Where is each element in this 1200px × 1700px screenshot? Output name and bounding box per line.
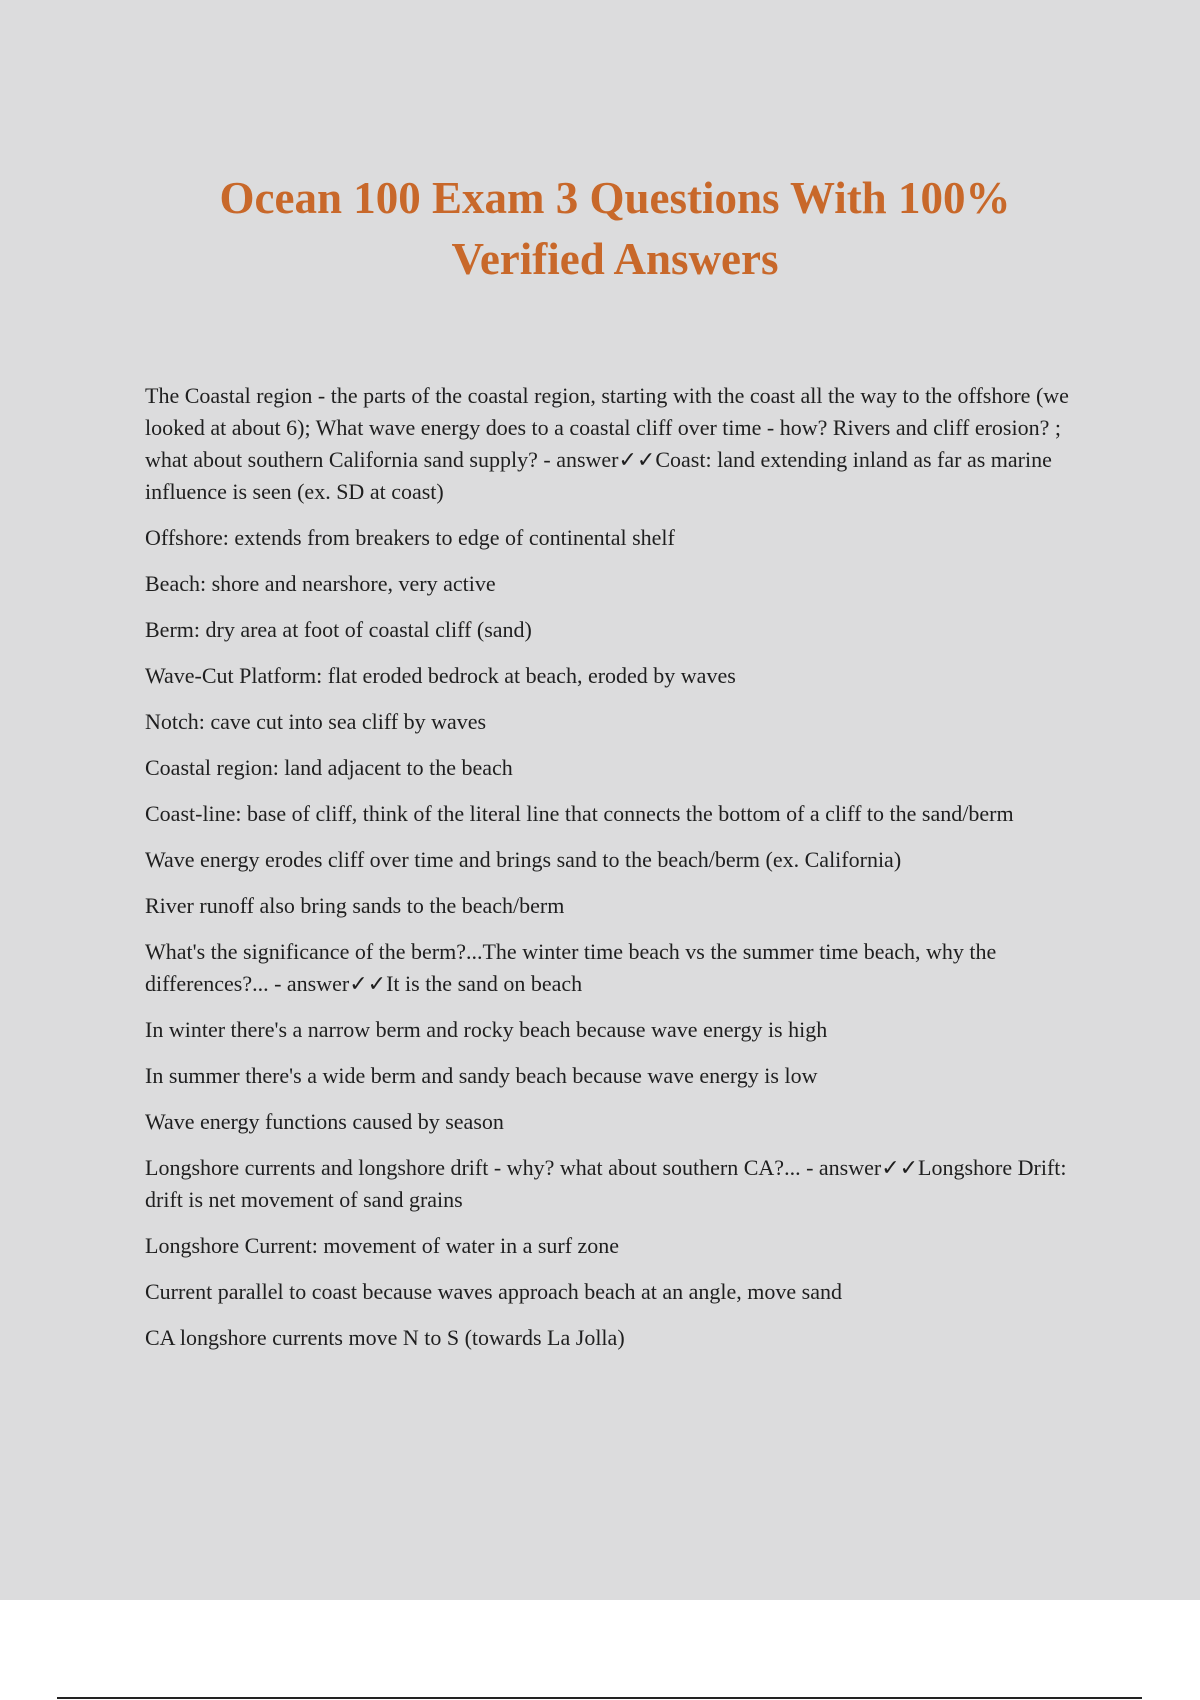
paragraph: Berm: dry area at foot of coastal cliff (sand) <box>145 617 532 642</box>
paragraph: What's the significance of the berm?...The winter time beach vs the summer time beach, why the differences?... - answer✓✓It is the sand on beach <box>145 939 997 996</box>
paragraph: Wave energy erodes cliff over time and brings sand to the beach/berm (ex. California) <box>145 847 902 872</box>
paragraph: In winter there's a narrow berm and rocky beach because wave energy is high <box>145 1017 828 1042</box>
paragraph: Notch: cave cut into sea cliff by waves <box>145 709 487 734</box>
paragraph: Beach: shore and nearshore, very active <box>145 571 496 596</box>
document-body <box>145 380 1090 1368</box>
paragraph: The Coastal region - the parts of the coastal region, starting with the coast all the way to the offshore (we looked at about 6); What wave energy does to a coastal cliff over time - how? Rivers and cliff erosion? ; what about southern California sand supply? - answer✓✓Coast: land extending inland as far as marine influence is seen (ex. SD at coast) <box>145 383 1069 504</box>
paragraph: CA longshore currents move N to S (towards La Jolla) <box>145 1325 625 1350</box>
paragraph: Wave-Cut Platform: flat eroded bedrock at beach, eroded by waves <box>145 663 736 688</box>
paragraph: Longshore Current: movement of water in a surf zone <box>145 1233 620 1258</box>
paragraph: Coast-line: base of cliff, think of the literal line that connects the bottom of a cliff to the sand/berm <box>145 801 1014 826</box>
paragraph: Wave energy functions caused by season <box>145 1109 504 1134</box>
paragraph: River runoff also bring sands to the beach/berm <box>145 893 565 918</box>
paragraph: In summer there's a wide berm and sandy beach because wave energy is low <box>145 1063 818 1088</box>
paragraph: Longshore currents and longshore drift - why? what about southern CA?... - answer✓✓Longshore Drift: drift is net movement of sand grains <box>145 1155 1067 1212</box>
paragraph: Coastal region: land adjacent to the beach <box>145 755 513 780</box>
footer-divider <box>57 1697 1142 1699</box>
paragraph: Current parallel to coast because waves approach beach at an angle, move sand <box>145 1279 842 1304</box>
title-line-2: Verified Answers <box>451 234 779 284</box>
title-line-1: Ocean 100 Exam 3 Questions With 100% <box>219 173 1011 223</box>
document-title <box>100 168 1130 290</box>
paragraph: Offshore: extends from breakers to edge of continental shelf <box>145 525 675 550</box>
